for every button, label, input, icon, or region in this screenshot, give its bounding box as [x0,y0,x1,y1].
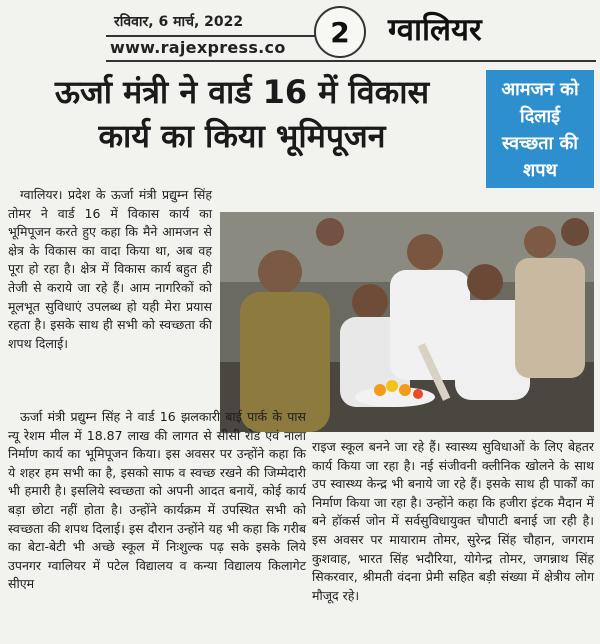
body-paragraph-right: राइज स्कूल बनने जा रहे हैं। स्वास्थ्य सुविधाओं के लिए बेहतर कार्य किया जा रहा है। नई संजीवनी क्लीनिक खोलने के साथ उप स्वास्थ्य केन्द्र भी बनाये जा रहे हैं। इसके साथ ही पार्कों का निर्माण किया जा रहा है। उन्होंने कहा कि हजीरा इंटक मैदान में बने हॉकर्स जोन में सर्वसुविधायुक्त चौपाटी बनाई जा रही है। इस अवसर पर मायाराम तोमर, सुरेन्द्र सिंह चौहान, जगराम कुशवाह, भारत सिंह भदौरिया, योगेन्द्र तोमर, जगन्नाथ सिंह सिकरवार, श्रीमती वंदना प्रेमी सहित बड़ी संख्या में क्षेत्रीय लोग मौजूद रहे। [312,439,594,603]
lead-column [8,186,212,353]
website-link[interactable]: www.rajexpress.co [110,38,286,57]
body-column-right [312,438,594,605]
article-headline [6,70,478,158]
headline-line-2: कार्य का किया भूमिपूजन [98,117,386,155]
masthead-bottom-rule [106,60,596,62]
photo-illustration [220,212,594,432]
subhead-line-1: आमजन को [501,79,579,100]
subhead-box [486,70,594,188]
issue-date: रविवार, 6 मार्च, 2022 [114,14,244,30]
subhead-line-4: शपथ [523,160,557,181]
lead-paragraph: ग्वालियर। प्रदेश के ऊर्जा मंत्री प्रद्युम्न सिंह तोमर ने वार्ड 16 में विकास कार्य का भूमिपूजन करते हुए कहा कि मैने आमजन से क्षेत्र के विकास का वादा किया था, अब वह पूरा हो रहा है। क्षेत्र में विकास कार्य बहुत ही तेजी से कराये जा रहे हैं। आम नागरिकों को मूलभूत सुविधाएं उपलब्ध हो यही मेरा प्रयास रहता है। इसके साथ ही सभी को स्वच्छता की शपथ दिलाई। [8,187,212,351]
subhead-line-3: स्वच्छता की [502,133,578,154]
event-photo [220,212,594,432]
edition-city: ग्वालियर [388,12,482,48]
masthead [96,4,600,62]
subhead-line-2: दिलाई [520,106,560,127]
masthead-divider [106,35,320,37]
body-column-left [8,408,306,594]
page-number-badge: 2 [314,6,366,58]
headline-line-1: ऊर्जा मंत्री ने वार्ड 16 में विकास [54,73,430,111]
body-paragraph-left: ऊर्जा मंत्री प्रद्युम्न सिंह ने वार्ड 16 झलकारी बाई पार्क के पास न्यू रेशम मील में 18.87 लाख की लागत से सीसी रोड एवं नाला निर्माण कार्य का भूमिपूजन किया। इस अवसर पर उन्होंने कहा कि ये शहर हम सभी का है, इसको साफ व स्वच्छ रखने की जिम्मेदारी भी हमारी है। इसलिये स्वच्छता को अपनी आदत बनायें, कोई कार्य बड़ा छोटा नहीं होता है। उन्होंने कार्यक्रम में उपस्थित सभी को स्वच्छता की शपथ दिलाई। इस दौरान उन्होंने यह भी कहा कि गरीब का बेटा-बेटी भी अच्छे स्कूल में निःशुल्क पढ़ सके इसके लिये उपनगर ग्वालियर में पटेल विद्यालय व कन्या विद्यालय किलागेट सीएम [8,409,306,592]
